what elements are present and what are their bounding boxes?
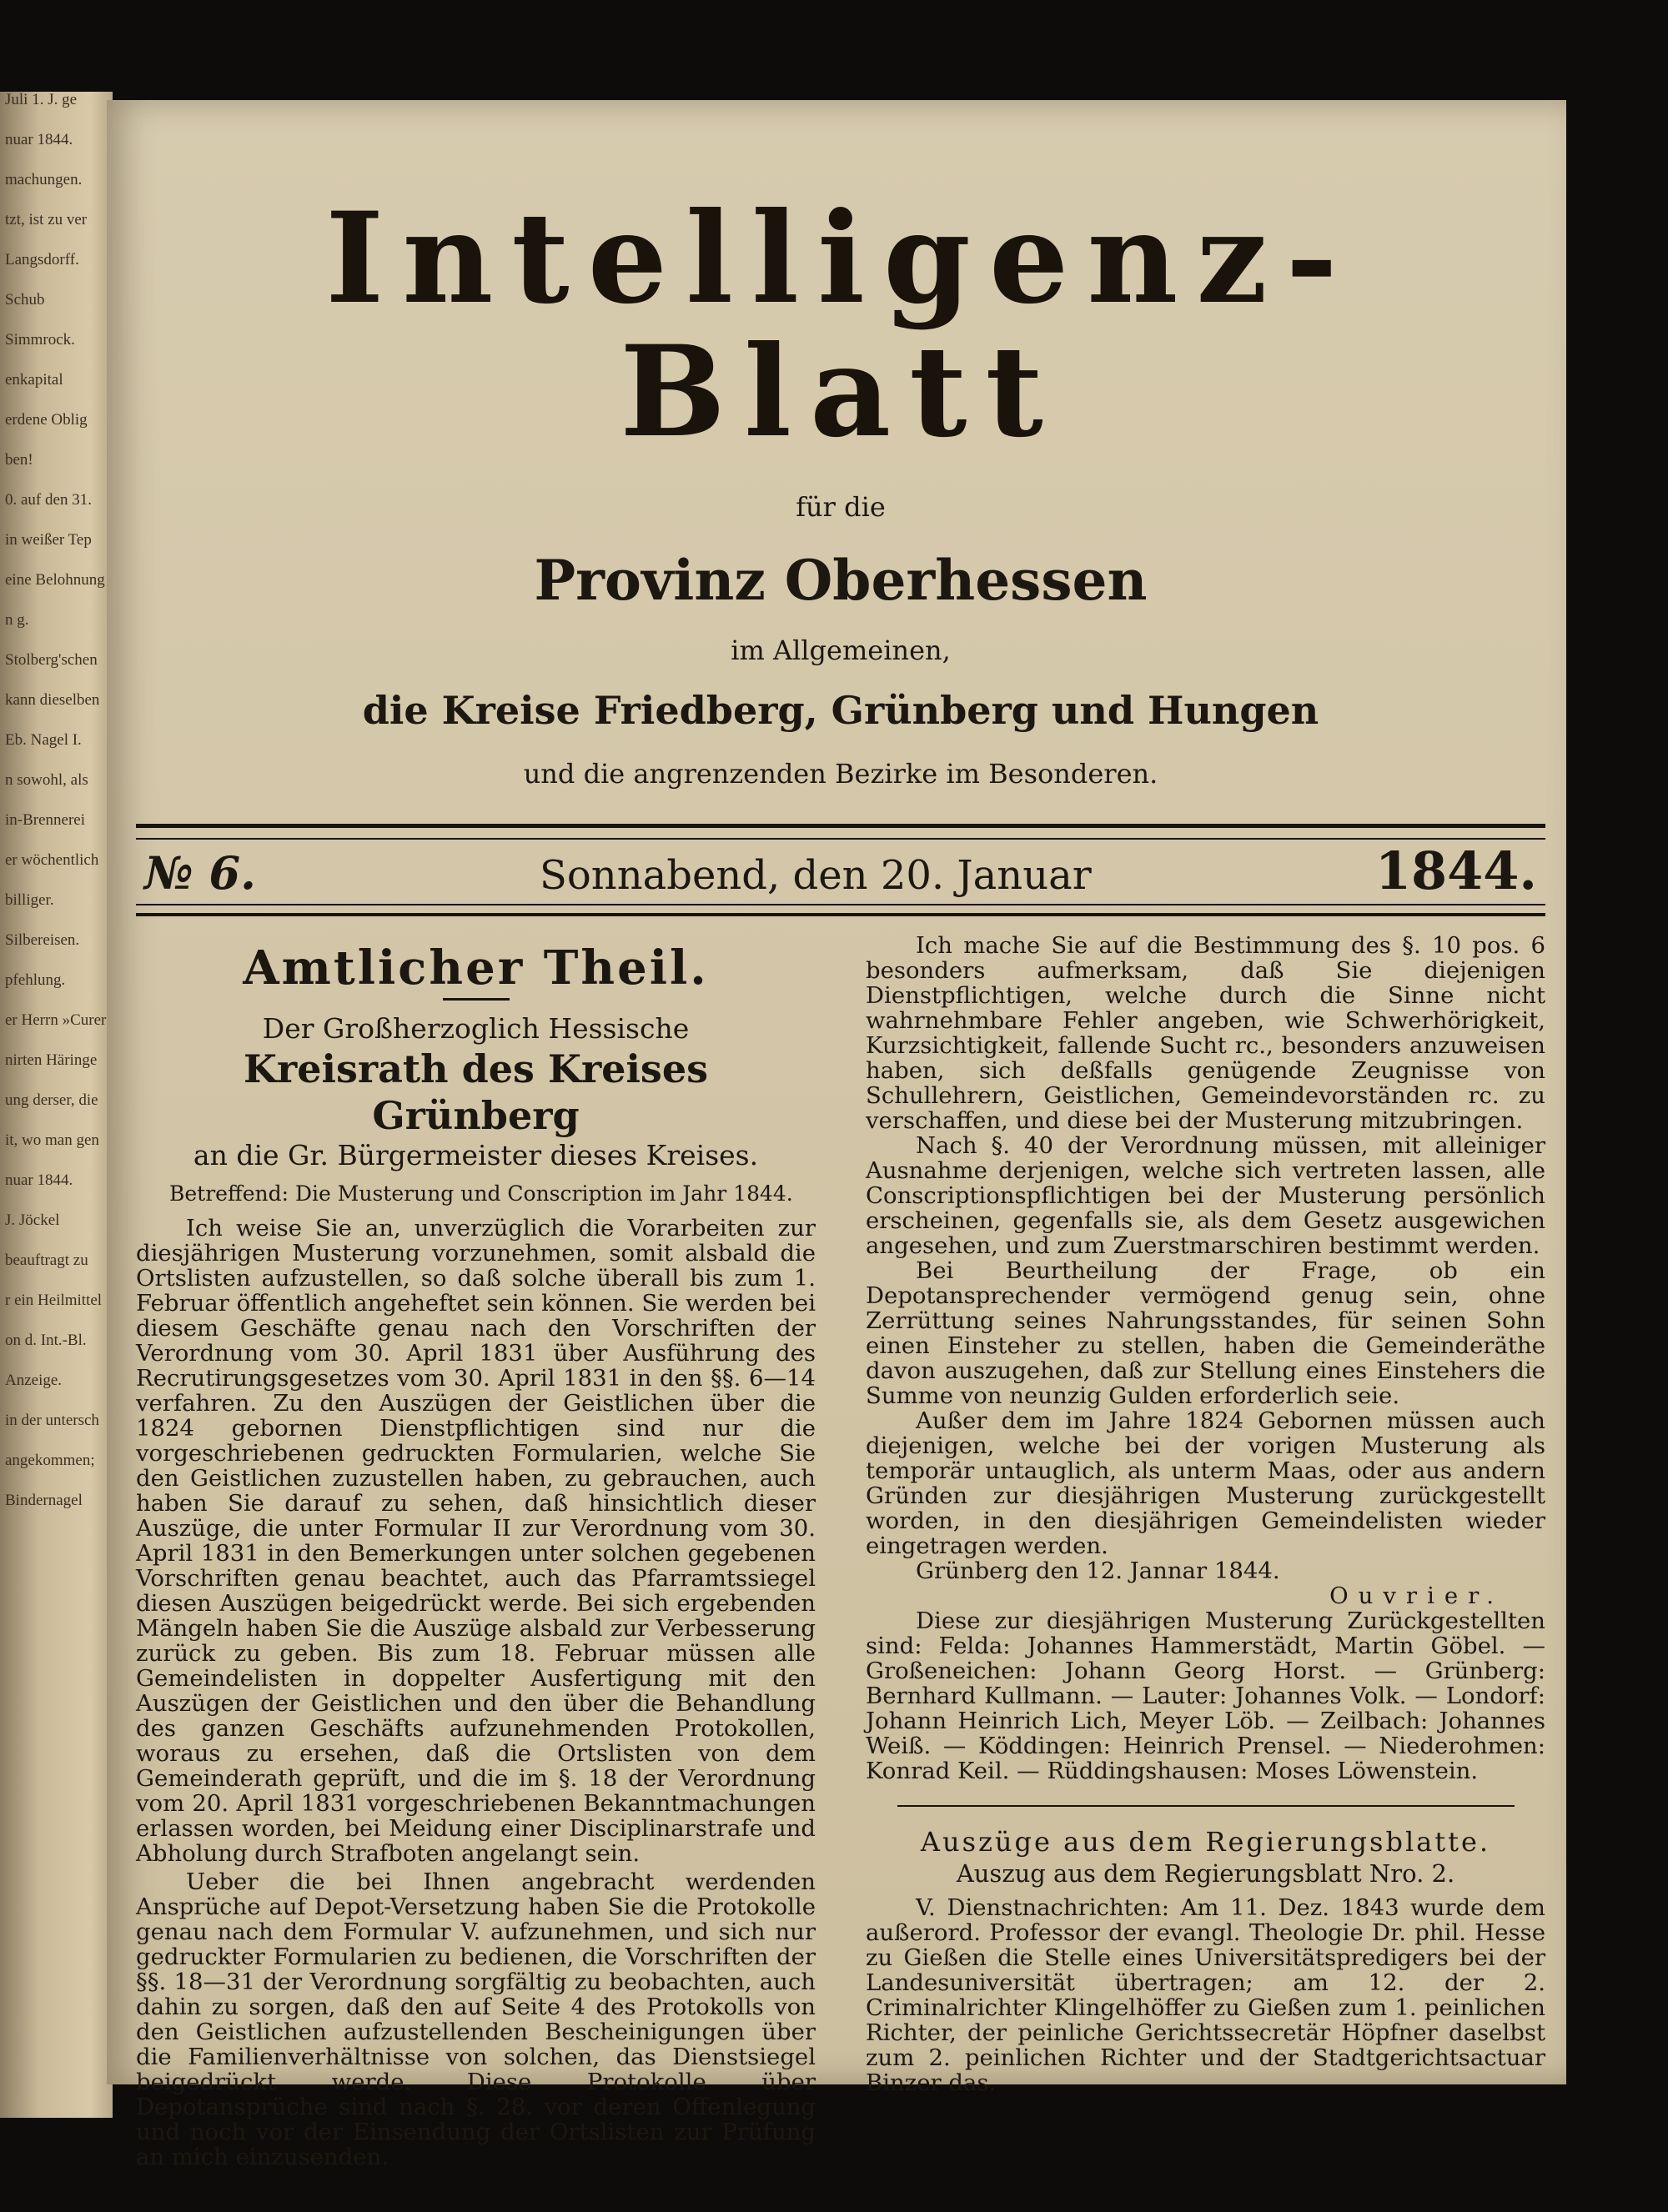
previous-page-line: enkapital [5, 371, 63, 389]
previous-page-line: angekommen; [5, 1452, 95, 1469]
previous-page-line: nuar 1844. [5, 131, 73, 148]
subject-line: Betreffend: Die Musterung und Conscription im Jahr 1844. [169, 1181, 793, 1206]
previous-page-line: n g. [5, 611, 29, 629]
paragraph: Ueber die bei Ihnen angebracht werdenden Ansprüche auf Depot-Versetzung haben Sie die Protokolle genau nach dem Formular V. aufzunehmen, und sich nur gedruckter Formularien zu bedienen, die Vorschriften der §§. 18—31 der Verordnung sorgfältig zu beobachten, auch dahin zu sorgen, daß den auf Seite 4 des Protokolls von den Geistlichen aufzustellenden Bescheinigungen über die Familienverhältnisse von solchen, das Dienstsiegel beigedrückt werde. Diese Protokolle über Depotansprüche sind nach §. 28. vor deren Offenlegung und noch vor der Einsendung der Ortslisten zur Prüfung an mich einzusenden. [136, 1868, 816, 2170]
previous-page-line: r ein Heilmittel [5, 1292, 103, 1309]
extracts-subheading: Auszug aus dem Regierungsblatt Nro. 2. [956, 1859, 1455, 1888]
previous-page-line: Simmrock. [5, 331, 75, 349]
dateline [136, 840, 1545, 904]
signature: Ouvrier. [1329, 1583, 1504, 1609]
previous-page-line: billiger. [5, 891, 54, 909]
for-the-line: für die [796, 491, 886, 523]
previous-page-line: Langsdorff. [5, 251, 79, 268]
section-heading: Amtlicher Theil. [243, 940, 709, 996]
paragraph: Diese zur diesjährigen Musterung Zurückgestellten sind: Felda: Johannes Hammerstädt, Martin Göbel. — Großeneichen: Johann Georg Horst. — Grünberg: Bernhard Kullmann. — Lauter: Johannes Volk. — Londorf: Johann Heinrich Lich, Meyer Löb. — Zeilbach: Johannes Weiß. — Köddingen: Heinrich Prensel. — Niederohmen: Konrad Keil. — Rüddingshausen: Moses Löwenstein. [866, 1608, 1545, 1784]
paragraph: V. Dienstnachrichten: Am 11. Dez. 1843 wurde dem außerord. Professor der evangl. Theologie Dr. phil. Hesse zu Gießen die Stelle eines Universitätspredigers bei der Landesuniversität übertragen; am 12. der 2. Criminalrichter Klingelhöffer zu Gießen zum 1. peinlichen Richter, der peinliche Gerichtssecretär Höpfner daselbst zum 2. peinlichen Richter und der Stadtgerichtsactuar Binzer das. [866, 1894, 1545, 2096]
previous-page-line: machungen. [5, 171, 83, 188]
authority-line-1: Der Großherzoglich Hessische [262, 1012, 690, 1045]
paragraph: Bei Beurtheilung der Frage, ob ein Depotansprechender vermögend genug sein, ohne Zerrüttung seines Nahrungsstandes, für seinen Sohn einen Einsteher zu stellen, haben die Gemeinderäthe davon auszugehen, daß zur Stellung eines Einstehers die Summe von neunzig Gulden erforderlich seie. [866, 1257, 1545, 1409]
previous-page-line: on d. Int.-Bl. [5, 1332, 87, 1349]
previous-page-line: Bindernagel [5, 1492, 83, 1509]
authority-line-2: Kreisrath des Kreises Grünberg [244, 1046, 708, 1138]
general-line: im Allgemeinen, [731, 635, 951, 666]
previous-page-line: it, wo man gen [5, 1131, 99, 1149]
previous-page-line: Silbereisen. [5, 931, 80, 949]
previous-page-line: in weißer Tep [5, 531, 92, 549]
previous-page-line: er Herrn »Curer [5, 1011, 107, 1029]
masthead [136, 100, 1545, 790]
section-divider [897, 1805, 1515, 1807]
bottom-double-rule [136, 904, 1545, 916]
previous-page-line: in der untersch [5, 1412, 99, 1429]
left-column [136, 933, 816, 2169]
previous-page-line: in-Brennerei [5, 811, 86, 829]
place-date-line: Grünberg den 12. Jannar 1844. [916, 1557, 1280, 1584]
neighbors-line: und die angrenzenden Bezirke im Besonderen. [523, 758, 1158, 790]
previous-page-line: kann dieselben [5, 691, 100, 709]
province-name: Provinz Oberhessen [534, 548, 1148, 613]
article-columns [136, 933, 1545, 2169]
issue-year: 1844. [1374, 840, 1537, 901]
newspaper-page [107, 100, 1566, 2170]
previous-page-line: Eb. Nagel I. [5, 731, 82, 749]
previous-page-edge [0, 92, 113, 2118]
paragraph: Ich weise Sie an, unverzüglich die Vorarbeiten zur diesjährigen Musterung vorzunehmen, somit alsbald die Ortslisten aufzustellen, so daß solche überall bis zum 1. Februar öffentlich angeheftet sein können. Sie werden bei diesem Geschäfte genau nach den Vorschriften der Verordnung vom 30. April 1831 über Ausführung des Recrutirungsgesetzes vom 30. April 1831 in den §§. 6—14 verfahren. Zu den Auszügen der Geistlichen über die 1824 gebornen Dienstpflichtigen sind nur die vorgeschriebenen gedruckten Formularien, welche Sie den Geistlichen zuzustellen haben, zu gebrauchen, auch haben Sie darauf zu sehen, daß hinsichtlich dieser Auszüge, die unter Formular II zur Verordnung vom 30. April 1831 in den Bemerkungen unter solchen gegebenen Vorschriften genau beachtet, auch das Pfarramtssiegel diesen Auszügen beigedrückt werde. Bei sich ergebenden Mängeln haben Sie die Auszüge alsbald zur Verbesserung zurück zu geben. Bis zum 18. Februar müssen alle Gemeindelisten in doppelter Ausfertigung mit den Auszügen der Geistlichen und den über die Behandlung des ganzen Geschäfts aufzunehmenden Protokollen, woraus zu ersehen, daß die Ortslisten von dem Gemeinderath geprüft, und die im §. 18 der Verordnung vom 20. April 1831 vorgeschriebenen Bekanntmachungen erlassen worden, bei Meidung einer Disciplinarstrafe und Abholung durch Strafboten angelangt sein. [136, 1215, 816, 1867]
previous-page-line: nirten Häringe [5, 1051, 98, 1069]
previous-page-line: ben! [5, 451, 33, 469]
previous-page-line: tzt, ist zu ver [5, 211, 88, 228]
newspaper-title: Intelligenz-Blatt [325, 185, 1356, 465]
previous-page-line: erdene Oblig [5, 411, 88, 429]
previous-page-line: pfehlung. [5, 971, 66, 989]
previous-page-line: Schub [5, 291, 45, 308]
previous-page-line: beauftragt zu [5, 1251, 88, 1269]
paragraph: Außer dem im Jahre 1824 Gebornen müssen auch diejenigen, welche bei der vorigen Musterung als temporär untauglich, als unterm Maas, oder aus andern Gründen zur diesjährigen Musterung zurückgestellt worden, in den diesjährigen Gemeindelisten wieder eingetragen werden. [866, 1407, 1545, 1559]
authority-line-3: an die Gr. Bürgermeister dieses Kreises. [193, 1139, 759, 1171]
issue-date: Sonnabend, den 20. Januar [540, 852, 1092, 899]
previous-page-text [0, 92, 113, 1509]
previous-page-line: J. Jöckel [5, 1211, 60, 1229]
paragraph: Ich mache Sie auf die Bestimmung des §. 10 pos. 6 besonders aufmerksam, daß Sie diejenigen Dienstpflichtigen, welche durch die Sinne nicht wahrnehmbare Fehler angeben, wie Schwerhörigkeit, Kurzsichtigkeit, fallende Sucht rc., besonders anzuweisen haben, sich deßfalls genügende Zeugnisse von Schullehrern, Geistlichen, Gemeindevorständen rc. zu verschaffen, und diese bei der Musterung mitzubringen. [866, 932, 1545, 1134]
heading-rule [443, 998, 510, 1001]
issue-number: № 6. [144, 846, 256, 900]
previous-page-line: ung derser, die [5, 1091, 98, 1109]
previous-page-line: eine Belohnung [5, 571, 105, 589]
right-column [866, 933, 1545, 2169]
previous-page-line: Stolberg'schen [5, 651, 98, 669]
extracts-heading: Auszüge aus dem Regierungsblatte. [920, 1826, 1491, 1858]
paragraph: Nach §. 40 der Verordnung müssen, mit alleiniger Ausnahme derjenigen, welche sich vertreten lassen, alle Conscriptionspflichtigen bei der Musterung persönlich erscheinen, gegenfalls sie, als dem Gesetz ausgewichen angesehen, und zum Zuerstmarschiren bestimmt werden. [866, 1132, 1545, 1259]
previous-page-line: n sowohl, als [5, 771, 88, 789]
previous-page-line: Juli 1. J. ge [5, 92, 78, 108]
districts-line: die Kreise Friedberg, Grünberg und Hungen [362, 688, 1319, 733]
top-double-rule [136, 824, 1545, 840]
previous-page-line: 0. auf den 31. [5, 491, 92, 509]
previous-page-line: nuar 1844. [5, 1171, 73, 1189]
previous-page-line: er wöchentlich [5, 851, 99, 869]
previous-page-line: Anzeige. [5, 1372, 63, 1389]
